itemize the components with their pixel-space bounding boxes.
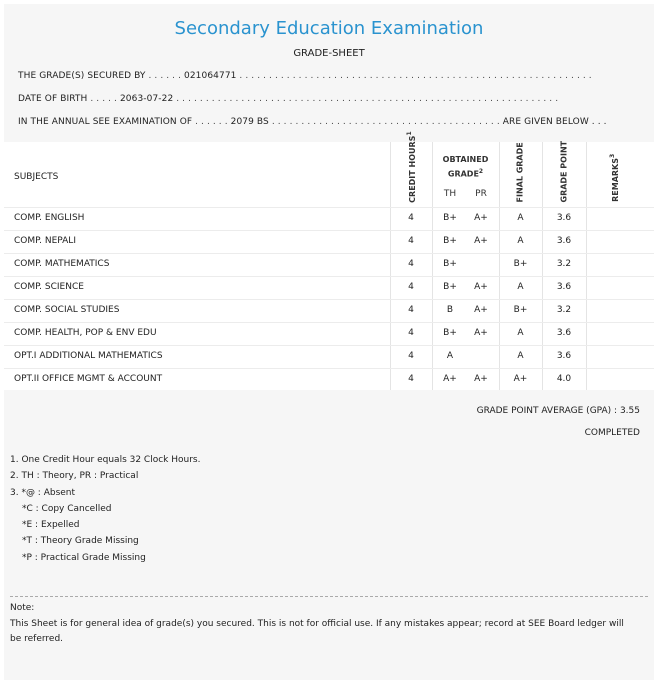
gpa-label: GRADE POINT AVERAGE (GPA) : [476,406,618,416]
th-cell: B [446,305,454,315]
final-cell: A+ [513,374,528,384]
credit-cell: 4 [408,213,414,223]
note-item: 1. One Credit Hour equals 32 Clock Hours. [10,455,201,465]
final-cell: B+ [513,259,528,269]
row-divider [4,368,654,369]
pr-cell: A+ [474,236,488,246]
dob-line: DATE OF BIRTH . . . . . 2063-07-22 . . . . . . . . . . . . . . . . . . . . . . . . . . . . . . . . . . . . . . . . . . . . . . . . . . . . . . . . . . . . . . . . . [18,94,559,104]
secured-by-line: THE GRADE(S) SECURED BY . . . . . . 021064771 . . . . . . . . . . . . . . . . . . . . . . . . . . . . . . . . . . . . . . . . . . . . . . . . . . . . . . . . . . . . [18,71,592,81]
credit-cell: 4 [408,259,414,269]
disclaimer-text: This Sheet is for general idea of grade(s) you secured. This is not for official use. If any mistakes appear; record at SEE Board ledger will be referred. [10,618,624,644]
subject-cell: COMP. SOCIAL STUDIES [14,305,120,315]
gp-cell: 3.6 [556,213,572,223]
note-item: *E : Expelled [22,520,80,531]
header-remarks: REMARKS$^3$ [609,153,620,202]
pr-cell: A+ [474,282,488,292]
row-divider [4,207,654,208]
gp-cell: 3.2 [556,305,572,315]
row-divider [4,322,654,323]
header-grade-point: GRADE POINT [559,140,569,203]
row-divider [4,345,654,346]
final-cell: A [517,236,524,246]
credit-cell: 4 [408,351,414,361]
grade-table [4,131,654,390]
final-cell: A [517,351,524,361]
subject-cell: OPT.I ADDITIONAL MATHEMATICS [14,351,163,361]
header-subjects: SUBJECTS [14,172,59,182]
note-item: *T : Theory Grade Missing [22,536,139,547]
header-pr: PR [475,189,487,199]
row-divider [4,230,654,231]
th-cell: B+ [443,259,457,269]
exam-suffix: ARE GIVEN BELOW . . . [502,117,607,127]
status-text: COMPLETED [584,428,640,438]
page-subtitle: GRADE-SHEET [293,48,365,59]
subject-cell: OPT.II OFFICE MGMT & ACCOUNT [14,374,163,384]
secured-by-label: THE GRADE(S) SECURED BY [18,71,146,81]
th-cell: B+ [443,282,457,292]
final-cell: B+ [513,305,528,315]
note-item: *P : Practical Grade Missing [22,552,146,563]
pr-cell: A+ [474,374,488,384]
secured-by-value: 021064771 [184,71,237,81]
pr-cell: A+ [474,305,488,315]
th-cell: B+ [443,236,457,246]
header-credit-hours: CREDIT HOURS$^1$ [406,131,417,203]
credit-cell: 4 [408,328,414,338]
header-th: TH [443,189,457,199]
exam-label: IN THE ANNUAL SEE EXAMINATION OF [18,117,193,127]
pr-cell: A+ [474,328,488,338]
gp-cell: 3.6 [556,351,572,361]
subject-cell: COMP. ENGLISH [14,213,85,223]
note-item: 3. *@ : Absent [10,487,76,498]
subject-cell: COMP. MATHEMATICS [14,259,110,269]
divider [10,596,648,597]
subject-cell: COMP. SCIENCE [14,282,84,292]
th-cell: B+ [443,328,457,338]
page-title: Secondary Education Examination [174,18,484,39]
gp-cell: 3.6 [556,282,572,292]
row-divider [4,299,654,300]
gpa-summary [477,406,640,416]
exam-value: 2079 BS [230,117,269,127]
credit-cell: 4 [408,282,414,292]
gp-cell: 3.6 [556,236,572,246]
final-cell: A [517,328,524,338]
final-cell: A [517,282,524,292]
credit-cell: 4 [408,305,414,315]
gp-cell: 4.0 [556,374,572,384]
pr-cell: A+ [474,213,488,223]
column-divider [586,142,587,390]
th-cell: A+ [443,374,457,384]
credit-cell: 4 [408,374,414,384]
header-final-grade: FINAL GRADE [515,142,525,203]
dob-label: DATE OF BIRTH [18,94,88,104]
gpa-value: 3.55 [619,406,640,416]
exam-line: IN THE ANNUAL SEE EXAMINATION OF . . . . . . 2079 BS . . . . . . . . . . . . . . . . . . . . . . . . . . . . . . . . . . . . . . . ARE GIVEN BELOW . . . [18,117,607,127]
dob-value: 2063-07-22 [119,94,174,104]
row-divider [4,253,654,254]
credit-cell: 4 [408,236,414,246]
legend-notes [10,452,200,566]
row-divider [4,276,654,277]
subject-cell: COMP. HEALTH, POP & ENV EDU [14,328,157,338]
th-cell: A [446,351,454,361]
header-obtained-grade: OBTAINED GRADE$^2$ [442,155,489,179]
gp-cell: 3.2 [556,259,572,269]
disclaimer [10,601,630,648]
note-item: 2. TH : Theory, PR : Practical [10,471,139,482]
disclaimer-label: Note: [10,603,35,613]
grade-sheet [4,4,654,680]
final-cell: A [517,213,524,223]
th-cell: B+ [443,213,457,223]
gp-cell: 3.6 [556,328,572,338]
note-item: *C : Copy Cancelled [22,503,112,514]
subject-cell: COMP. NEPALI [14,236,76,246]
